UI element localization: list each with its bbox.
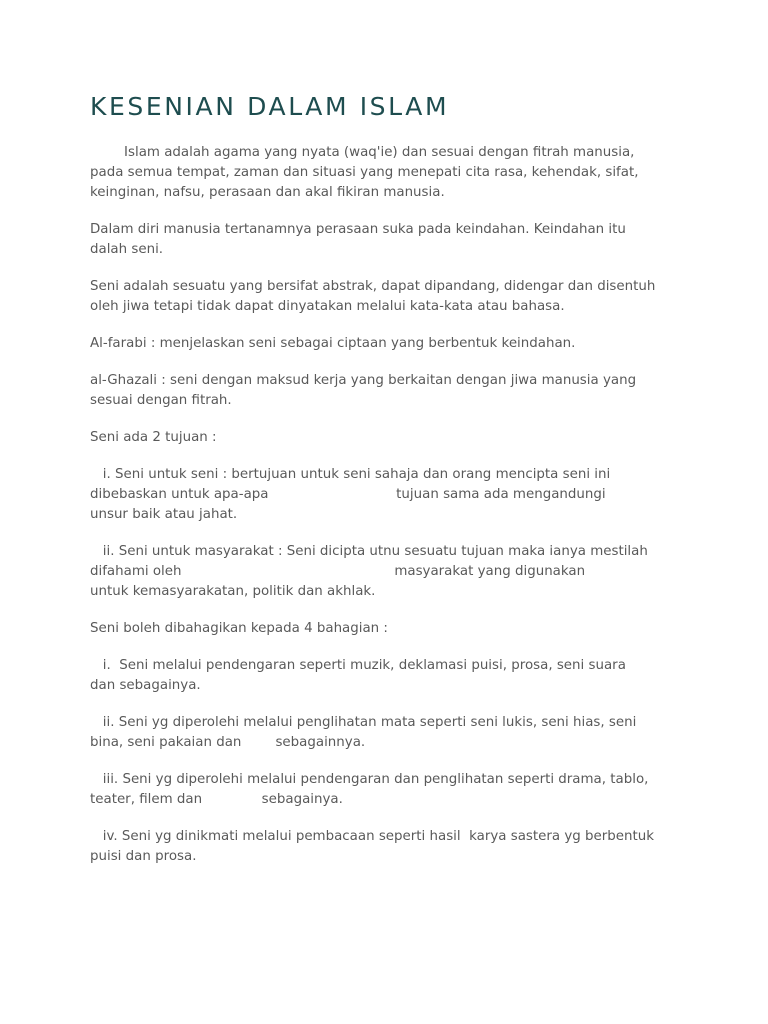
text-line: sesuai dengan fitrah. <box>90 393 232 408</box>
text-line: dalah seni. <box>90 242 164 257</box>
text-line: dibebaskan untuk apa-apa tujuan sama ada mengandungi <box>90 487 606 502</box>
paragraph <box>90 277 700 317</box>
text-line: pada semua tempat, zaman dan situasi yang menepati cita rasa, kehendak, sifat, <box>90 165 639 180</box>
text-line: bina, seni pakaian dan sebagainnya. <box>90 735 366 750</box>
text-line: Al-farabi : menjelaskan seni sebagai ciptaan yang berbentuk keindahan. <box>90 336 576 351</box>
paragraph <box>90 334 700 354</box>
paragraph <box>90 619 700 639</box>
paragraph <box>90 371 700 411</box>
text-line: teater, filem dan sebagainya. <box>90 792 343 807</box>
paragraph <box>90 713 700 753</box>
paragraph <box>90 542 700 602</box>
text-line: Dalam diri manusia tertanamnya perasaan suka pada keindahan. Keindahan itu <box>90 222 626 237</box>
text-line: iv. Seni yg dinikmati melalui pembacaan seperti hasil karya sastera yg berbentuk <box>90 829 655 844</box>
document-body <box>90 143 700 884</box>
paragraph <box>90 770 700 810</box>
text-line: Seni ada 2 tujuan : <box>90 430 217 445</box>
paragraph <box>90 656 700 696</box>
page-title: KESENIAN DALAM ISLAM <box>90 92 450 121</box>
paragraph <box>90 465 700 525</box>
text-line: Seni adalah sesuatu yang bersifat abstrak, dapat dipandang, didengar dan disentuh <box>90 279 656 294</box>
text-line: al-Ghazali : seni dengan maksud kerja yang berkaitan dengan jiwa manusia yang <box>90 373 637 388</box>
paragraph <box>90 143 700 203</box>
text-line: Seni boleh dibahagikan kepada 4 bahagian : <box>90 621 388 636</box>
text-line: keinginan, nafsu, perasaan dan akal fikiran manusia. <box>90 185 445 200</box>
text-line: difahami oleh masyarakat yang digunakan <box>90 564 586 579</box>
text-line: iii. Seni yg diperolehi melalui pendengaran dan penglihatan seperti drama, tablo, <box>90 772 649 787</box>
text-line: puisi dan prosa. <box>90 849 197 864</box>
text-line: ii. Seni yg diperolehi melalui penglihatan mata seperti seni lukis, seni hias, seni <box>90 715 637 730</box>
text-line: i. Seni melalui pendengaran seperti muzik, deklamasi puisi, prosa, seni suara <box>90 658 626 673</box>
text-line: ii. Seni untuk masyarakat : Seni dicipta utnu sesuatu tujuan maka ianya mestilah <box>90 544 648 559</box>
paragraph <box>90 827 700 867</box>
text-line: dan sebagainya. <box>90 678 201 693</box>
text-line: untuk kemasyarakatan, politik dan akhlak. <box>90 584 376 599</box>
paragraph <box>90 428 700 448</box>
text-line: i. Seni untuk seni : bertujuan untuk seni sahaja dan orang mencipta seni ini <box>90 467 611 482</box>
paragraph <box>90 220 700 260</box>
text-line: unsur baik atau jahat. <box>90 507 238 522</box>
text-line: Islam adalah agama yang nyata (waq'ie) dan sesuai dengan fitrah manusia, <box>90 145 635 160</box>
text-line: oleh jiwa tetapi tidak dapat dinyatakan melalui kata-kata atau bahasa. <box>90 299 565 314</box>
